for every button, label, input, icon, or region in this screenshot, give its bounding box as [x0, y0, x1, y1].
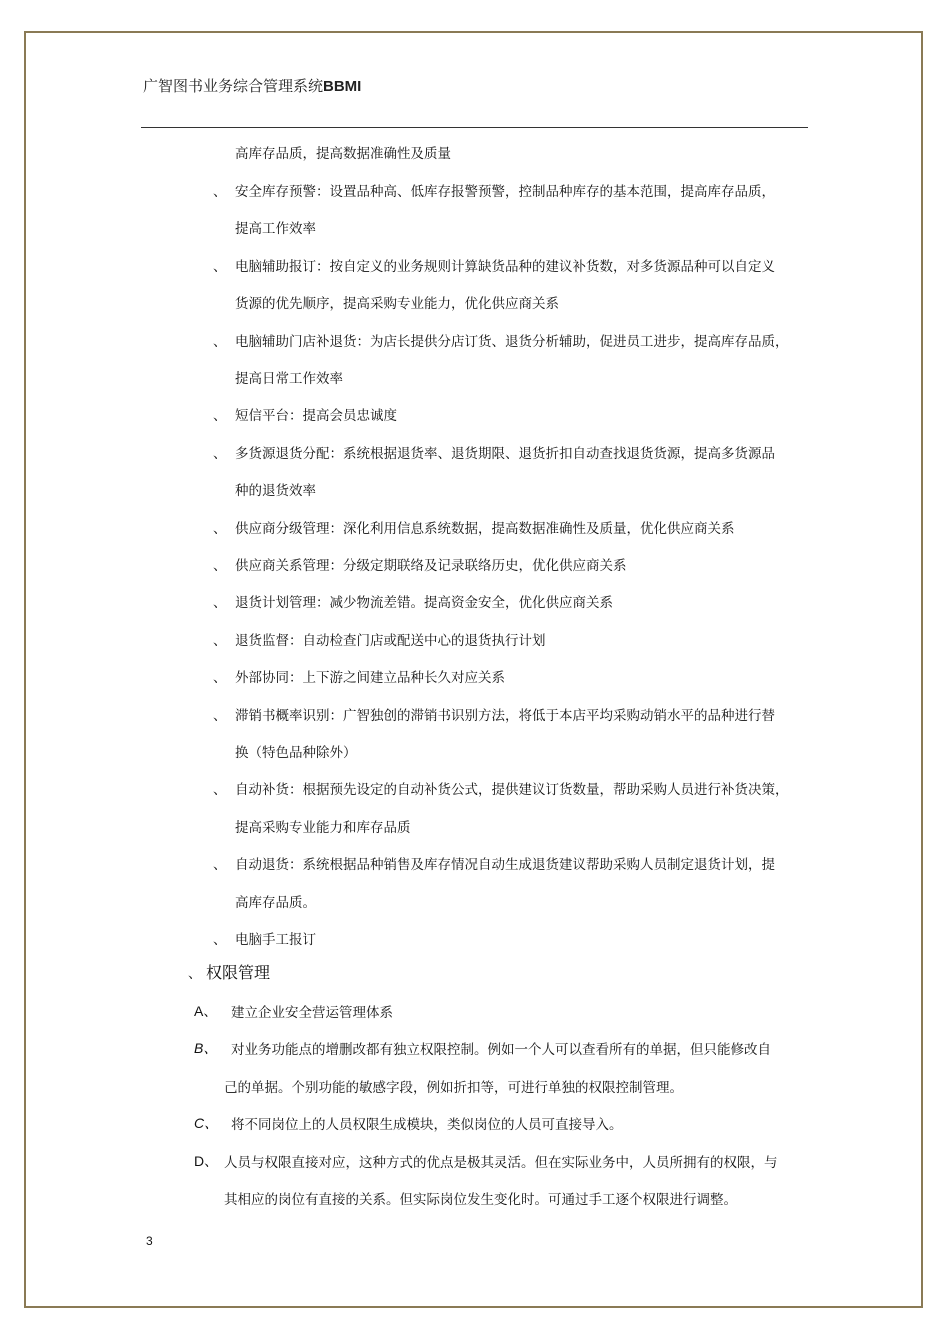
bullet-item-line: 外部协同：上下游之间建立品种长久对应关系 [235, 670, 505, 687]
bullet-item-line: 提高工作效率 [235, 221, 316, 238]
page-number: 3 [146, 1234, 153, 1248]
item-letter: A、 [194, 1003, 218, 1019]
bullet-item-line: 高库存品质。 [235, 894, 316, 911]
bullet-marker: 、 [213, 707, 227, 724]
bullet-marker: 、 [213, 932, 227, 948]
section-marker: 、 [188, 966, 202, 982]
bullet-marker: 、 [213, 258, 227, 275]
bullet-marker: 、 [213, 408, 227, 425]
bullet-marker: 、 [213, 184, 227, 200]
bullet-item-line: 退货监督：自动检查门店或配送中心的退货执行计划 [235, 632, 546, 649]
bullet-marker: 、 [213, 632, 227, 649]
permission-item-line: 对业务功能点的增删改都有独立权限控制。例如一个人可以查看所有的单据，但只能修改自 [231, 1042, 771, 1059]
item-letter: B、 [194, 1040, 218, 1057]
bullet-item-line: 换（特色品种除外） [235, 745, 357, 761]
bullet-marker: 、 [213, 333, 227, 350]
bullet-item-line: 安全库存预警：设置品种高、低库存报警预警，控制品种库存的基本范围，提高库存品质， [235, 184, 775, 200]
permission-item-line: 己的单据。个别功能的敏感字段，例如折扣等，可进行单独的权限控制管理。 [224, 1079, 683, 1096]
bullet-marker: 、 [213, 520, 227, 537]
bullet-marker: 、 [213, 857, 227, 874]
bullet-item-line: 退货计划管理：减少物流差错。提高资金安全，优化供应商关系 [235, 595, 613, 612]
bullet-item-line: 种的退货效率 [235, 483, 316, 500]
bullet-item-line: 短信平台：提高会员忠诚度 [235, 408, 397, 425]
bullet-item-line: 供应商分级管理：深化利用信息系统数据，提高数据准确性及质量，优化供应商关系 [235, 520, 735, 537]
permission-item-line: 建立企业安全营运管理体系 [231, 1005, 393, 1021]
header-title [143, 75, 361, 96]
permission-item-line: 其相应的岗位有直接的关系。但实际岗位发生变化时。可通过手工逐个权限进行调整。 [224, 1192, 737, 1208]
item-letter: C、 [194, 1115, 219, 1132]
section-title: 权限管理 [206, 963, 271, 982]
bullet-item-line: 提高日常工作效率 [235, 371, 343, 387]
bullet-item-line: 多货源退货分配：系统根据退货率、退货期限、退货折扣自动查找退货货源，提高多货源品 [235, 445, 775, 462]
bullet-item-line: 自动补货：根据预先设定的自动补货公式，提供建议订货数量，帮助采购人员进行补货决策， [235, 782, 789, 799]
bullet-item-line: 电脑辅助门店补退货：为店长提供分店订货、退货分析辅助，促进员工进步，提高库存品质， [235, 333, 789, 350]
bullet-marker: 、 [213, 558, 227, 574]
bullet-item-line: 自动退货：系统根据品种销售及库存情况自动生成退货建议帮助采购人员制定退货计划，提 [235, 857, 775, 874]
permission-item-line: 人员与权限直接对应，这种方式的优点是极其灵活。但在实际业务中，人员所拥有的权限，与 [224, 1154, 778, 1171]
continuation-line: 高库存品质，提高数据准确性及质量 [235, 146, 451, 162]
bullet-marker: 、 [213, 782, 227, 799]
bullet-item-line: 供应商关系管理：分级定期联络及记录联络历史，优化供应商关系 [235, 558, 627, 574]
bullet-item-line: 提高采购专业能力和库存品质 [235, 819, 411, 836]
bullet-item-line: 货源的优先顺序，提高采购专业能力，优化供应商关系 [235, 296, 559, 313]
bullet-marker: 、 [213, 595, 227, 612]
bullet-item-line: 滞销书概率识别：广智独创的滞销书识别方法，将低于本店平均采购动销水平的品种进行替 [235, 707, 775, 724]
permission-item-line: 将不同岗位上的人员权限生成模块，类似岗位的人员可直接导入。 [231, 1117, 623, 1134]
item-letter: D、 [194, 1152, 219, 1169]
header-title-text: 广智图书业务综合管理系统 [143, 77, 324, 95]
bullet-marker: 、 [213, 670, 227, 687]
bullet-item-line: 电脑辅助报订：按自定义的业务规则计算缺货品种的建议补货数，对多货源品种可以自定义 [235, 258, 775, 275]
bullet-item-line: 电脑手工报订 [235, 932, 316, 948]
header-title-suffix: BBMI [323, 78, 362, 95]
header-rule [141, 127, 808, 128]
bullet-marker: 、 [213, 445, 227, 462]
